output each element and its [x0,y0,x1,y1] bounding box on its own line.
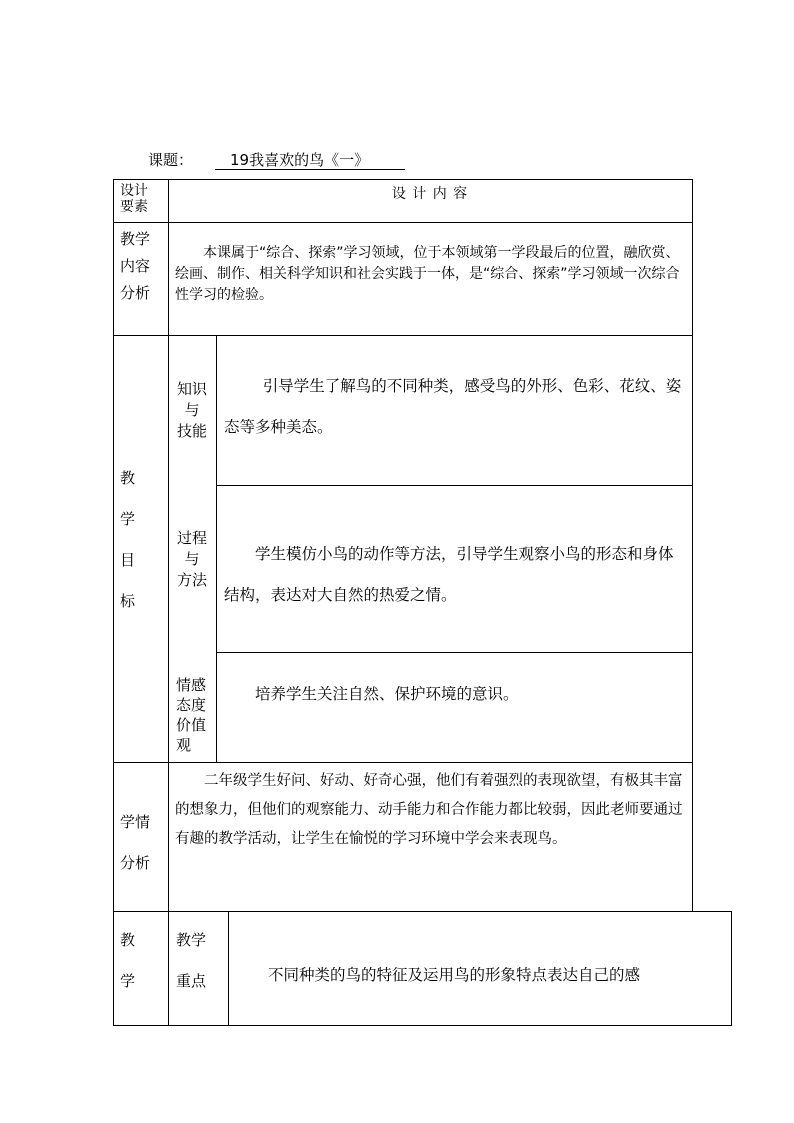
table-rule [113,911,732,912]
table-column-divider [168,179,169,1026]
table-rule [113,335,693,336]
objectives-label: 教 学 目 标 [120,469,136,610]
table-column-divider [228,911,229,1026]
teaching-label: 教 学 [120,931,136,990]
design-elements-header: 设计 要素 [120,183,148,215]
key-points-text: 不同种类的鸟的特征及运用鸟的形象特点表达自己的感 [268,966,641,984]
key-points-label: 教学 重点 [176,931,207,990]
table-rule [113,762,693,763]
student-analysis-label: 学情 分析 [120,813,151,872]
table-border-bottom [113,1025,732,1026]
process-methods-label: 过程 与 方法 [176,529,207,589]
table-border-left [113,179,114,1026]
process-methods-text: 学生模仿小鸟的动作等方法，引导学生观察小鸟的形态和身体结构，表达对大自然的热爱之情。 [224,545,674,604]
table-border-right [731,911,732,1026]
lesson-title: 19我喜欢的鸟《一》 [215,149,405,170]
knowledge-skills-text: 引导学生了解鸟的不同种类，感受鸟的外形、色彩、花纹、姿态等多种美态。 [224,377,682,436]
table-rule [113,222,693,223]
content-analysis-label: 教学 内容 分析 [120,230,151,302]
knowledge-skills-label: 知识 与 技能 [176,380,207,440]
emotion-values-label: 情感 态度 价值 观 [176,676,207,754]
table-column-divider [216,335,217,762]
content-analysis-text: 本课属于“综合、探索”学习领域，位于本领域第一学段最后的位置，融欣赏、绘画、制作、相关科学知识和社会实践于一体，是“综合、探索”学习领域一次综合性学习的检验。 [175,245,680,303]
emotion-values-text: 培养学生关注自然、保护环境的意识。 [255,685,519,703]
table-border-top [113,179,693,180]
table-border-right [692,179,693,912]
student-analysis-text: 二年级学生好问、好动、好奇心强，他们有着强烈的表现欲望，有极其丰富的想象力，但他们的观察能力、动手能力和合作能力都比较弱，因此老师要通过有趣的教学活动，让学生在愉悦的学习环境中学会来表现鸟。 [175,773,683,847]
design-content-header: 设 计 内 容 [391,186,469,202]
table-rule [216,652,693,653]
lesson-label: 课题： [148,151,194,169]
table-rule [216,485,693,486]
